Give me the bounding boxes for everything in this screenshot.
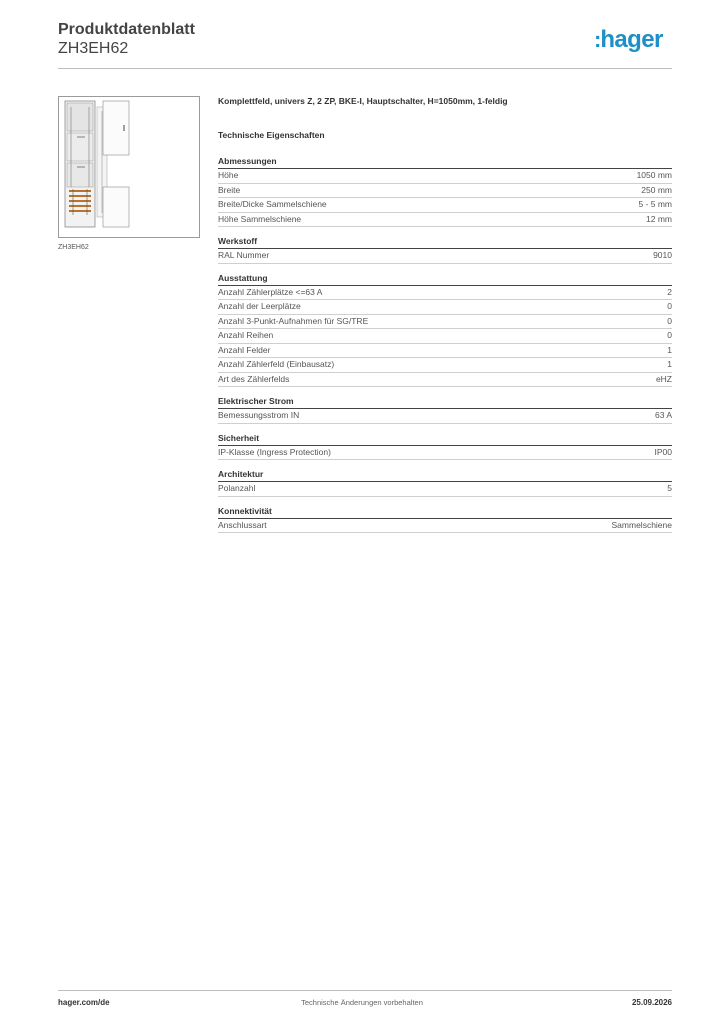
- property-label: Höhe: [218, 170, 239, 180]
- section-elektrischer-strom: [218, 395, 672, 424]
- section-konnektivitaet: [218, 505, 672, 534]
- property-label: Anzahl Zählerplätze <=63 A: [218, 286, 323, 297]
- property-value: eHZ: [655, 373, 672, 384]
- document-header: [58, 20, 195, 58]
- product-image: [58, 96, 200, 238]
- section-sicherheit: [218, 432, 672, 461]
- property-label: Art des Zählerfelds: [218, 373, 290, 384]
- property-row: [218, 169, 672, 184]
- property-value: Sammelschiene: [611, 519, 672, 530]
- hager-logo: :hager: [594, 26, 663, 53]
- property-row: [218, 286, 672, 301]
- property-label: Anzahl der Leerplätze: [218, 301, 301, 311]
- property-value: 5 - 5 mm: [638, 199, 672, 209]
- section-title: Ausstattung: [218, 272, 672, 286]
- section-title: Elektrischer Strom: [218, 395, 672, 409]
- property-row: [218, 482, 672, 497]
- property-row: [218, 300, 672, 315]
- property-label: Anzahl Reihen: [218, 330, 274, 340]
- footer-notice: Technische Änderungen vorbehalten: [301, 998, 423, 1007]
- property-label: RAL Nummer: [218, 250, 270, 260]
- property-row: [218, 373, 672, 388]
- property-label: Anzahl 3-Punkt-Aufnahmen für SG/TRE: [218, 315, 369, 326]
- property-row: [218, 358, 672, 373]
- property-row: [218, 519, 672, 534]
- property-label: Polanzahl: [218, 483, 256, 493]
- footer-divider: [58, 990, 672, 991]
- property-value: 250 mm: [641, 184, 672, 195]
- section-title: Konnektivität: [218, 505, 672, 519]
- document-title: Produktdatenblatt: [58, 21, 195, 38]
- footer-website-link[interactable]: hager.com/de: [58, 998, 110, 1007]
- property-row: [218, 198, 672, 213]
- property-value: 12 mm: [646, 213, 672, 224]
- section-title: Werkstoff: [218, 235, 672, 249]
- property-row: [218, 249, 672, 264]
- product-description: Komplettfeld, univers Z, 2 ZP, BKE-I, Hauptschalter, H=1050mm, 1-feldig: [218, 96, 508, 106]
- property-label: Breite/Dicke Sammelschiene: [218, 199, 327, 209]
- property-value: 0: [667, 330, 672, 340]
- property-value: 0: [667, 315, 672, 326]
- logo-text: hager: [600, 26, 663, 53]
- property-row: [218, 315, 672, 330]
- property-label: Anzahl Felder: [218, 344, 271, 355]
- property-row: [218, 213, 672, 228]
- property-label: IP-Klasse (Ingress Protection): [218, 446, 331, 457]
- property-label: Bemessungsstrom IN: [218, 410, 300, 420]
- property-value: 0: [667, 301, 672, 311]
- section-ausstattung: [218, 272, 672, 388]
- section-title: Abmessungen: [218, 155, 672, 169]
- property-label: Breite: [218, 184, 241, 195]
- property-value: 5: [667, 483, 672, 493]
- section-title: Architektur: [218, 468, 672, 482]
- property-value: 1: [667, 359, 672, 369]
- property-value: 1: [667, 344, 672, 355]
- property-row: [218, 409, 672, 424]
- property-value: 63 A: [654, 410, 672, 420]
- property-label: Anzahl Zählerfeld (Einbausatz): [218, 359, 335, 369]
- image-caption: ZH3EH62: [58, 244, 89, 251]
- property-row: [218, 184, 672, 199]
- header-divider: [58, 68, 672, 69]
- section-architektur: [218, 468, 672, 497]
- property-value: 2: [667, 286, 672, 297]
- product-code: ZH3EH62: [58, 40, 129, 57]
- property-value: 1050 mm: [636, 170, 672, 180]
- property-value: IP00: [654, 446, 672, 457]
- property-row: [218, 446, 672, 461]
- property-row: [218, 329, 672, 344]
- section-title: Sicherheit: [218, 432, 672, 446]
- property-label: Höhe Sammelschiene: [218, 213, 302, 224]
- technical-properties-title: Technische Eigenschaften: [218, 130, 325, 140]
- section-werkstoff: [218, 235, 672, 264]
- property-row: [218, 344, 672, 359]
- property-label: Anschlussart: [218, 519, 267, 530]
- section-abmessungen: [218, 155, 672, 227]
- product-illustration: [59, 97, 199, 237]
- footer-date: 25.09.2026: [631, 998, 672, 1007]
- properties-list: [218, 155, 672, 541]
- property-value: 9010: [653, 250, 672, 260]
